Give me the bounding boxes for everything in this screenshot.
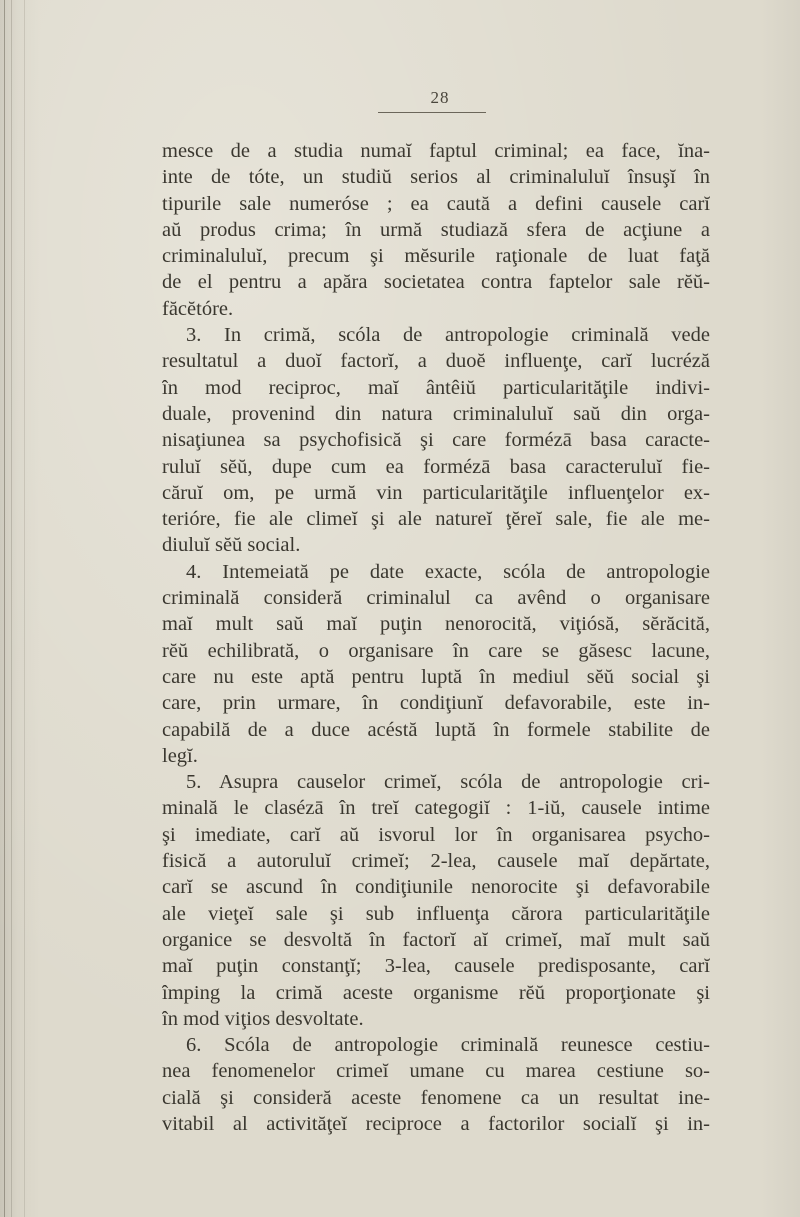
text-line: mesce de a studia numaĭ faptul criminal; ea face, ĭna- [162,140,710,162]
text-line: şi imediate, carĭ aŭ isvorul lor în organisarea psycho- [162,823,710,846]
text-line: 5. Asupra causelor crimeĭ, scóla de antropologie cri- [186,771,710,794]
header-rule [378,112,486,113]
text-line: fisică a autoruluĭ crimeĭ; 2-lea, causele maĭ depărtate, [162,850,710,873]
text-line: diuluĭ sĕŭ social. [162,534,301,557]
text-line: rĕŭ echilibrată, o organisare în care se găsesc lacune, [162,639,710,662]
text-line: maĭ mult saŭ maĭ puţin nenorocită, viţiósă, sĕrăcită, [162,613,710,636]
text-line: vitabil al activităţeĭ reciproce a factorilor socialĭ şi in- [162,1112,710,1135]
text-line: nisaţiunea sa psychofisică şi care formézā basa caracte- [162,429,710,452]
text-line: cială şi consideră aceste fenomene ca un resultat ine- [162,1086,710,1109]
body-text [162,138,710,1137]
text-line: 3. In crimă, scóla de antropologie criminală vede [186,324,710,347]
text-line: duale, provenind din natura criminaluluĭ saŭ din orga- [162,402,710,425]
text-line: inte de tóte, un studiŭ serios al criminaluluĭ însuşĭ în [162,166,710,189]
text-line: ruluĭ sĕŭ, dupe cum ea formézā basa caracteruluĭ fie- [162,455,710,478]
text-line: împing la crimă aceste organisme rĕŭ proporţionate şi [162,981,710,1004]
text-line: capabilă de a duce acéstă luptă în formele stabilite de [162,718,710,741]
text-line: căruĭ om, pe urmă vin particularităţile influenţelor ex- [162,481,710,504]
text-line: aŭ produs crima; în urmă studiază sfera de acţiune a [162,218,710,241]
text-line: legĭ. [162,744,198,767]
text-line: terióre, fie ale climeĭ şi ale natureĭ ţĕreĭ sale, fie ale me- [162,508,710,531]
text-line: în mod viţios desvoltate. [162,1007,364,1030]
text-line: făcĕtóre. [162,297,234,320]
text-line: în mod reciproc, maĭ ântêiŭ particularităţile indivi- [162,376,710,399]
text-line: maĭ puţin constanţĭ; 3-lea, causele predisposante, carĭ [162,955,710,978]
text-line: carĭ se ascund în condiţiunile nenorocite şi defavorabile [162,876,710,899]
text-line: care, prin urmare, în condiţiunĭ defavorabile, este in- [162,692,710,715]
text-line: minală le clasézā în treĭ categogiĭ : 1-iŭ, causele intime [162,797,710,820]
text-line: organice se desvoltă în factorĭ aĭ crimeĭ, maĭ mult saŭ [162,928,710,951]
page-edge-line [24,0,25,1217]
text-line: criminală consideră criminalul ca avênd o organisare [162,587,710,610]
text-line: tipurile sale numeróse ; ea caută a defini causele carĭ [162,192,710,215]
text-line: ale vieţeĭ sale şi sub influenţa cărora particularităţile [162,902,710,925]
page-edge-line [11,0,12,1217]
text-line: 4. Intemeiată pe date exacte, scóla de antropologie [186,560,710,583]
text-line: nea fenomenelor crimeĭ umane cu marea cestiune so- [162,1060,710,1083]
text-line: criminaluluĭ, precum şi mĕsurile raţionale de luat faţă [162,245,710,268]
text-line: de el pentru a apăra societatea contra faptelor sale rĕŭ- [162,271,710,294]
page-edge-line [4,0,5,1217]
page-number: 28 [430,88,450,107]
text-line: resultatul a duoĭ factorĭ, a duoĕ influenţe, carĭ lucréză [162,350,710,373]
text-line: 6. Scóla de antropologie criminală reunesce cestiu- [186,1034,710,1057]
text-line: care nu este aptă pentru luptă în mediul sĕŭ social şi [162,665,710,688]
